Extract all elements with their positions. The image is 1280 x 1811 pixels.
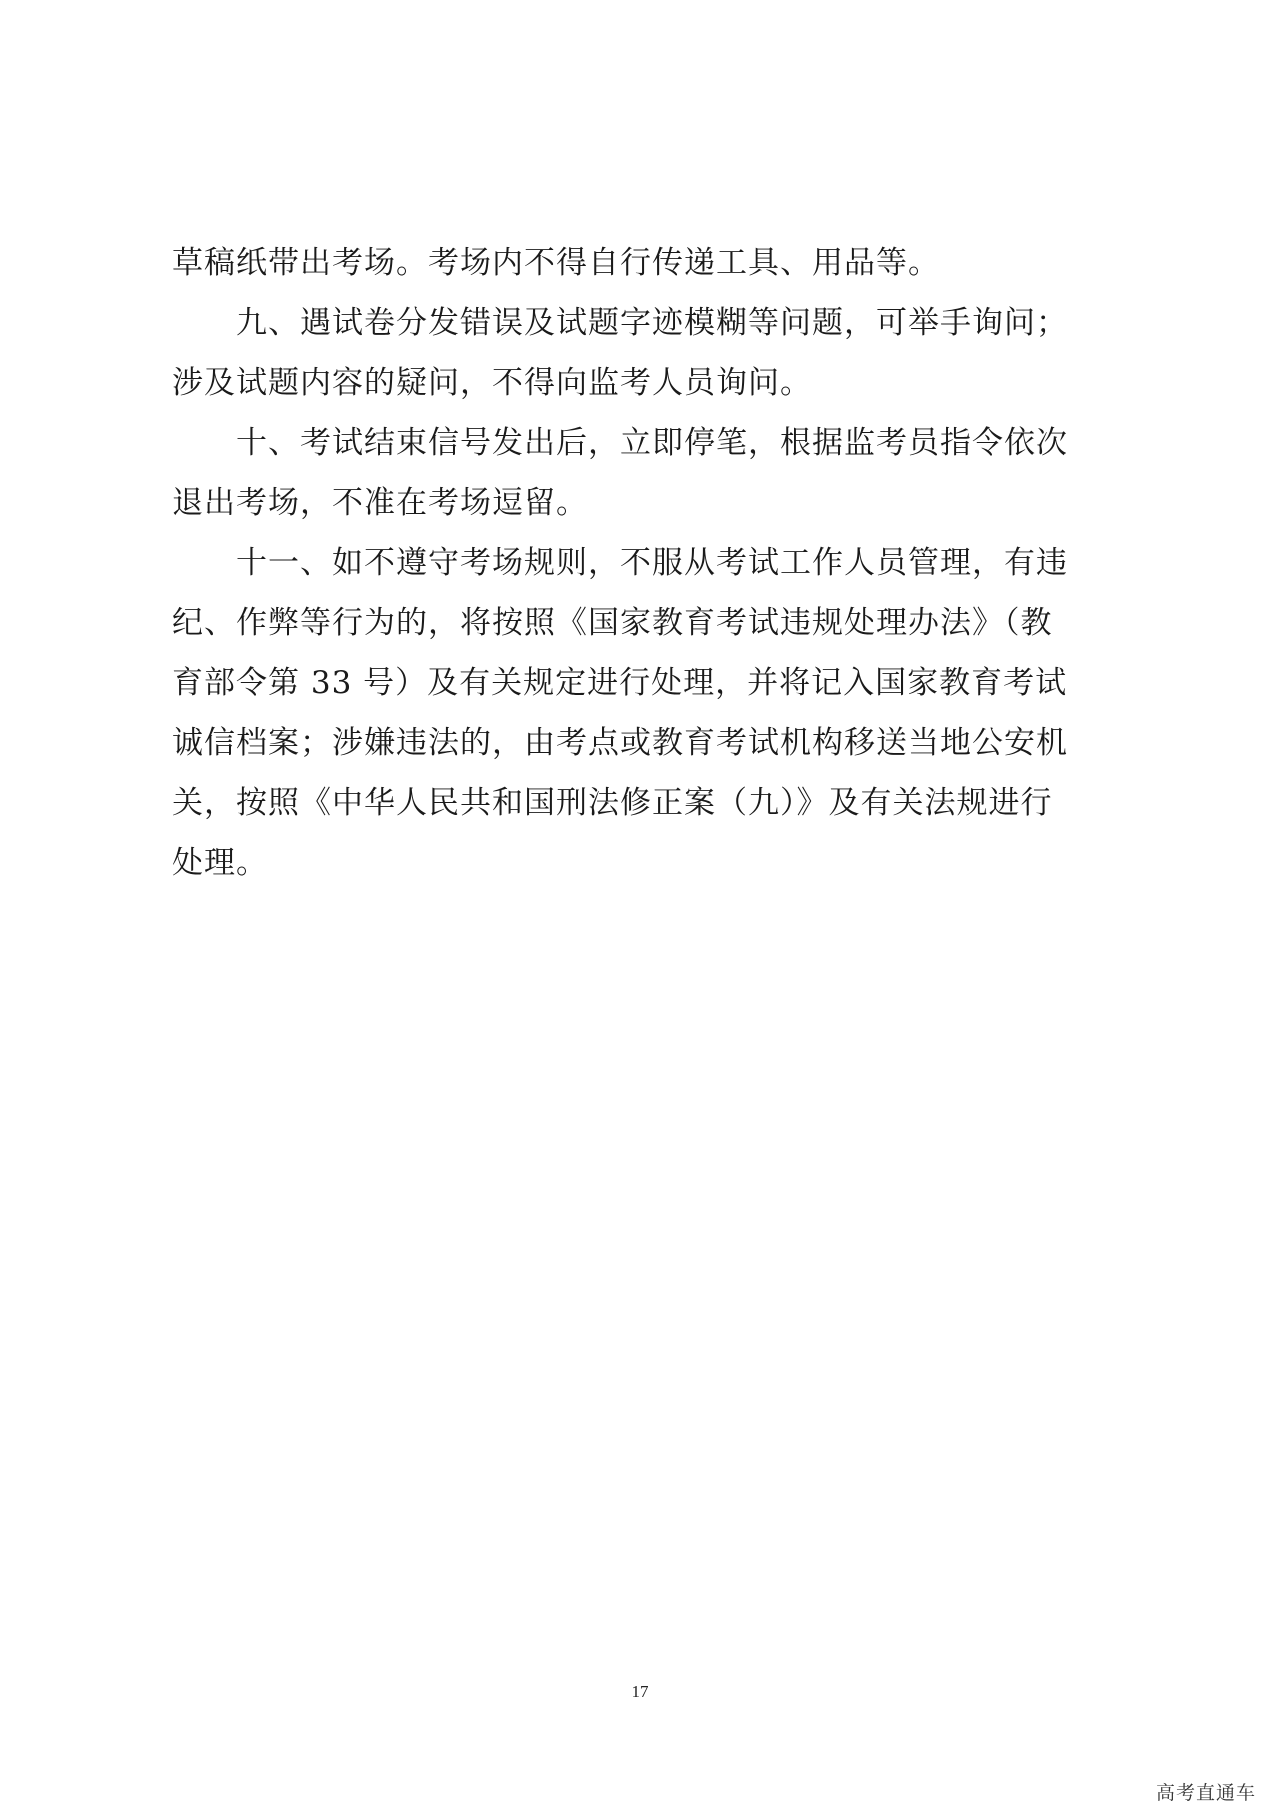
- paragraph-line: 育部令第 33 号）及有关规定进行处理，并将记入国家教育考试: [172, 665, 1068, 701]
- paragraph-line: 十一、如不遵守考场规则，不服从考试工作人员管理，有违: [236, 545, 1068, 581]
- paragraph-line: 纪、作弊等行为的，将按照《国家教育考试违规处理办法》（教: [172, 605, 1053, 641]
- document-body: [172, 233, 1122, 893]
- watermark-text: 高考直通车: [1155, 1782, 1256, 1804]
- paragraph-line: 草稿纸带出考场。考场内不得自行传递工具、用品等。: [172, 245, 940, 281]
- page-number: 17: [631, 1682, 649, 1701]
- paragraph-line: 诚信档案；涉嫌违法的，由考点或教育考试机构移送当地公安机: [172, 725, 1068, 761]
- paragraph-line: 涉及试题内容的疑问，不得向监考人员询问。: [172, 365, 812, 401]
- paragraph-line: 关，按照《中华人民共和国刑法修正案（九）》及有关法规进行: [172, 785, 1053, 821]
- paragraph-line: 处理。: [172, 845, 268, 881]
- paragraph-line: 十、考试结束信号发出后，立即停笔，根据监考员指令依次: [236, 425, 1068, 461]
- paragraph-line: 九、遇试卷分发错误及试题字迹模糊等问题，可举手询问；: [236, 305, 1068, 341]
- paragraph-line: 退出考场，不准在考场逗留。: [172, 485, 588, 521]
